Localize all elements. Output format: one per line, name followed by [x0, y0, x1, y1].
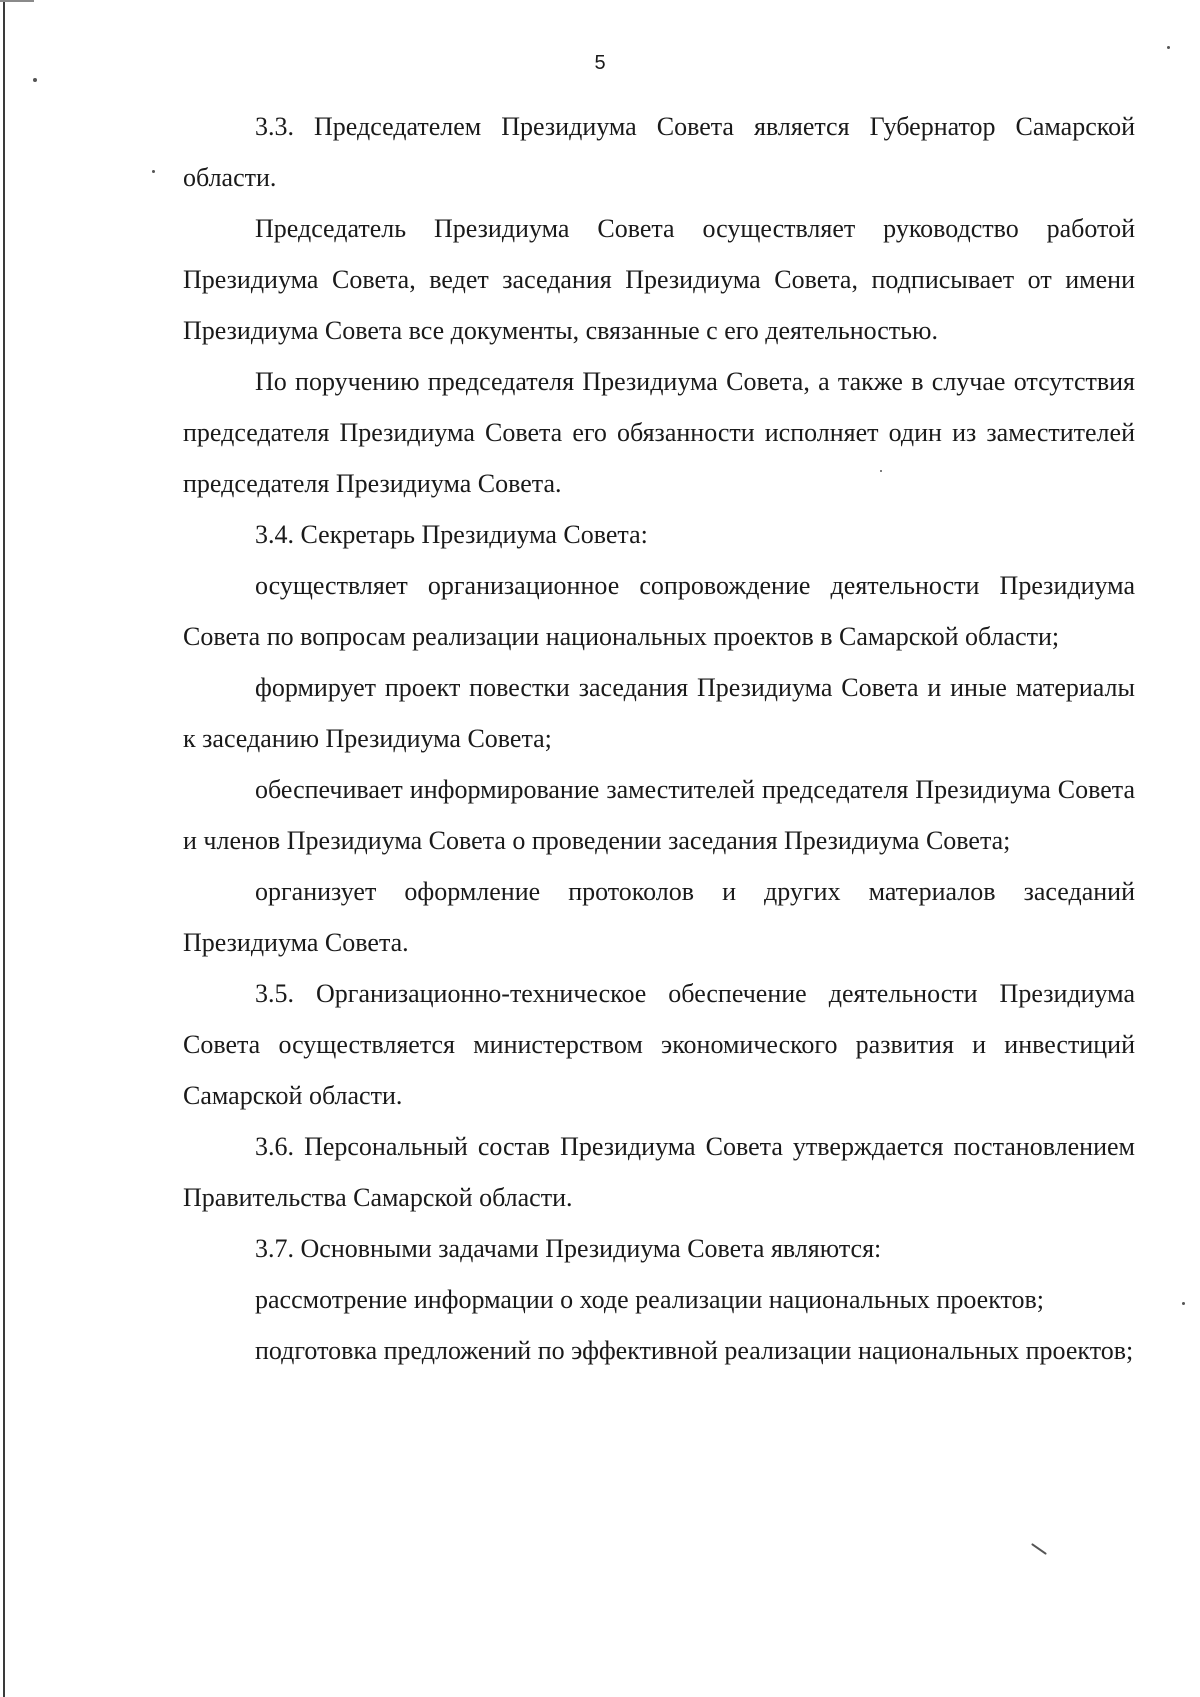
paragraph-task-review: рассмотрение информации о ходе реализации национальных проектов;: [255, 1285, 1045, 1314]
scan-speck: [1182, 1302, 1185, 1305]
document-body: [183, 101, 1135, 1376]
paragraph-3-4: 3.4. Секретарь Президиума Совета:: [255, 520, 648, 549]
scan-left-edge: [3, 0, 5, 1697]
paragraph-task-proposals: подготовка предложений по эффективной реализации национальных проектов;: [255, 1336, 1134, 1365]
scan-speck: [152, 170, 155, 173]
paragraph-3-3: 3.3. Председателем Президиума Совета является Губернатор Самарской области.: [183, 112, 1135, 192]
paragraph-secretary-support: осуществляет организационное сопровождение деятельности Президиума Совета по вопросам реализации национальных проектов в Самарской области;: [183, 571, 1135, 651]
paragraph-3-7: 3.7. Основными задачами Президиума Совета являются:: [255, 1234, 882, 1263]
paragraph-secretary-protocols: организует оформление протоколов и других материалов заседаний Президиума Совета.: [183, 877, 1135, 957]
page-number: 5: [594, 52, 606, 74]
paragraph-chairman-substitute: По поручению председателя Президиума Совета, а также в случае отсутствия председателя Президиума Совета его обязанности исполняет один из заместителей председателя Президиума Совета.: [183, 367, 1135, 498]
scan-speck: [1031, 1543, 1047, 1555]
scan-speck: [1167, 46, 1170, 49]
paragraph-3-6: 3.6. Персональный состав Президиума Совета утверждается постановлением Правительства Самарской области.: [183, 1132, 1135, 1212]
paragraph-3-5: 3.5. Организационно-техническое обеспечение деятельности Президиума Совета осуществляется министерством экономического развития и инвестиций Самарской области.: [183, 979, 1135, 1110]
paragraph-secretary-agenda: формирует проект повестки заседания Президиума Совета и иные материалы к заседанию Президиума Совета;: [183, 673, 1135, 753]
scan-speck: [33, 78, 37, 82]
scan-top-mark: [0, 0, 34, 2]
paragraph-chairman-duties: Председатель Президиума Совета осуществляет руководство работой Президиума Совета, ведет заседания Президиума Совета, подписывает от имени Президиума Совета все документы, связанные с его деятельностью.: [183, 214, 1135, 345]
paragraph-secretary-inform: обеспечивает информирование заместителей председателя Президиума Совета и членов Президиума Совета о проведении заседания Президиума Совета;: [183, 775, 1135, 855]
